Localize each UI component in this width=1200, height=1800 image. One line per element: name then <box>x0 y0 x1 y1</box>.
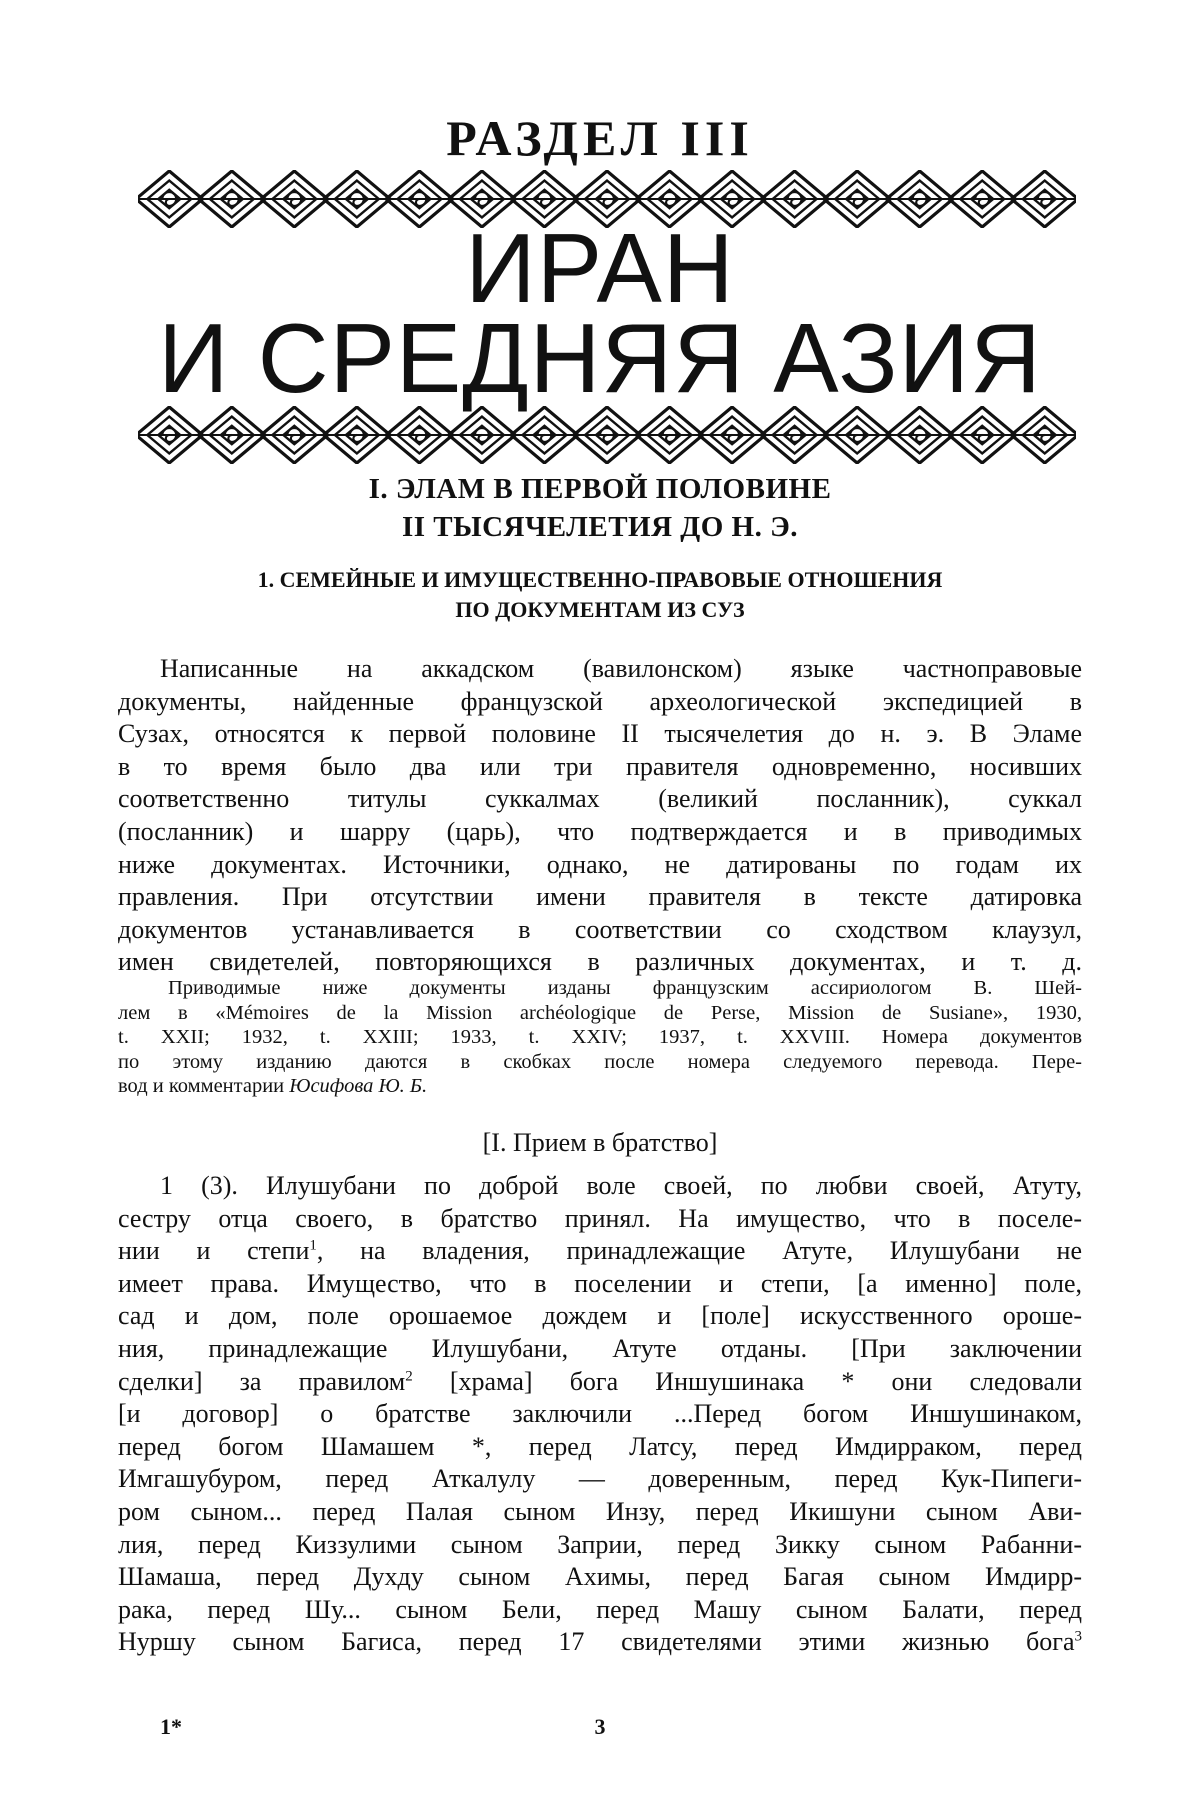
intro-line: Сузах, относятся к первой половине II тысячелетия до н. э. В Эламе <box>118 719 1082 749</box>
subsection-title <box>0 565 1200 625</box>
ornament-motif <box>324 407 391 463</box>
chapter-title-line-2: II ТЫСЯЧЕЛЕТИЯ ДО Н. Э. <box>401 511 799 543</box>
text-line <box>118 1626 1082 1659</box>
footnote-marker-3: 3 <box>1074 1628 1082 1645</box>
subsection-title-line-2: ПО ДОКУМЕНТАМ ИЗ СУЗ <box>455 597 745 622</box>
ornament-motif <box>199 407 266 463</box>
section-label: РАЗДЕЛ III <box>446 110 754 166</box>
document-text <box>118 1170 1082 1659</box>
editorial-note <box>118 976 1082 1099</box>
text-line-part: Нуршу сыном Багиса, перед 17 свидетелями этими жизнью бога <box>118 1627 1075 1657</box>
chapter-title <box>0 470 1200 546</box>
note-author: Юсифова Ю. Б. <box>289 1075 428 1098</box>
intro-line: документы, найденные французской археологической экспедицией в <box>118 686 1082 716</box>
intro-line: документов устанавливается в соответствии со сходством клаузул, <box>118 914 1082 944</box>
ornament-motif <box>261 407 328 463</box>
intro-line: имен свидетелей, повторяющихся в различных документах, и т. д. <box>118 947 1082 977</box>
ornament-band-bottom <box>138 406 1076 464</box>
page-number: 3 <box>594 1714 606 1739</box>
intro-line: в то время было два или три правителя одновременно, носивших <box>118 751 1082 781</box>
note-line: по этому изданию даются в скобках после номера следуемого перевода. Пере- <box>118 1050 1082 1073</box>
intro-paragraph <box>118 653 1082 979</box>
note-line: лем в «Mémoires de la Mission archéologique de Perse, Mission de Susiane», 1930, <box>118 1001 1082 1024</box>
title-line-1: ИРАН <box>465 213 735 323</box>
document-subheading: [I. Прием в братство] <box>482 1128 718 1157</box>
note-line: Приводимые ниже документы изданы французским ассириологом В. Шей- <box>168 977 1082 999</box>
text-line: сад и дом, поле орошаемое дождем и [поле] искусственного ороше- <box>118 1301 1082 1331</box>
text-line: ром сыном... перед Палая сыном Инзу, перед Икишуни сыном Ави- <box>118 1496 1082 1526</box>
ornament-motif <box>886 407 953 463</box>
intro-line: ниже документах. Источники, однако, не датированы по годам их <box>118 849 1082 879</box>
text-line: ния, принадлежащие Илушубани, Атуте отданы. [При заключении <box>118 1333 1082 1363</box>
subsection-title-line-1: 1. СЕМЕЙНЫЕ И ИМУЩЕСТВЕННО-ПРАВОВЫЕ ОТНОШЕНИЯ <box>257 567 943 592</box>
title-line-2: И СРЕДНЯЯ АЗИЯ <box>158 303 1042 413</box>
text-line: сестру отца своего, в братство принял. На имущество, что в поселе- <box>118 1203 1082 1233</box>
chapter-title-line-1: I. ЭЛАМ В ПЕРВОЙ ПОЛОВИНЕ <box>368 473 832 505</box>
intro-line: правления. При отсутствии имени правителя в тексте датировка <box>118 882 1082 912</box>
text-line: имеет права. Имущество, что в поселении и степи, [а именно] поле, <box>118 1268 1082 1298</box>
ornament-motif <box>1011 407 1076 463</box>
ornament-motif <box>761 407 828 463</box>
ornament-motif <box>699 407 766 463</box>
text-line-part: [храма] бога Иншушинака * они следовали <box>449 1366 1083 1396</box>
text-line: [и договор] о братстве заключили ...Перед богом Иншушинаком, <box>118 1399 1082 1429</box>
ornament-motif <box>636 407 703 463</box>
text-line: 1 (3). Илушубани по доброй воле своей, по любви своей, Атуту, <box>160 1171 1082 1200</box>
footnote-marker-2: 2 <box>405 1367 413 1384</box>
ornament-motif <box>824 407 891 463</box>
ornament-motif <box>949 407 1016 463</box>
intro-line: (посланник) и шарру (царь), что подтверждается и в приводимых <box>118 816 1082 846</box>
text-line-part: нии и степи <box>118 1236 310 1266</box>
text-line: Имгашубуром, перед Аткалулу — доверенным, перед Кук-Пипеги- <box>118 1464 1082 1494</box>
intro-line: Написанные на аккадском (вавилонском) языке частноправовые <box>160 654 1082 683</box>
text-line <box>118 1235 1082 1268</box>
ornament-motif <box>574 407 641 463</box>
text-line <box>118 1366 1082 1399</box>
text-line-part: сделки] за правилом <box>118 1366 406 1396</box>
text-line: рака, перед Шу... сыном Бели, перед Машу сыном Балати, перед <box>118 1594 1082 1624</box>
text-line: Шамаша, перед Духду сыном Ахимы, перед Багая сыном Имдирр- <box>118 1562 1082 1592</box>
note-last-text: вод и комментарии <box>118 1075 290 1098</box>
note-line-last <box>118 1074 1082 1099</box>
footnote-marker-1: 1 <box>309 1237 317 1254</box>
text-line: перед богом Шамашем *, перед Латсу, перед Имдирраком, перед <box>118 1431 1082 1461</box>
ornament-motif <box>386 407 453 463</box>
signature-mark: 1* <box>160 1714 182 1739</box>
intro-line: соответственно титулы суккалмах (великий посланник), суккал <box>118 784 1082 814</box>
text-line: лия, перед Киззулими сыном Заприи, перед Зикку сыном Рабанни- <box>118 1529 1082 1559</box>
text-line-part: , на владения, принадлежащие Атуте, Илушубани не <box>316 1236 1082 1266</box>
note-line: t. XXII; 1932, t. XXIII; 1933, t. XXIV; 1937, t. XXVIII. Номера документов <box>118 1026 1082 1049</box>
